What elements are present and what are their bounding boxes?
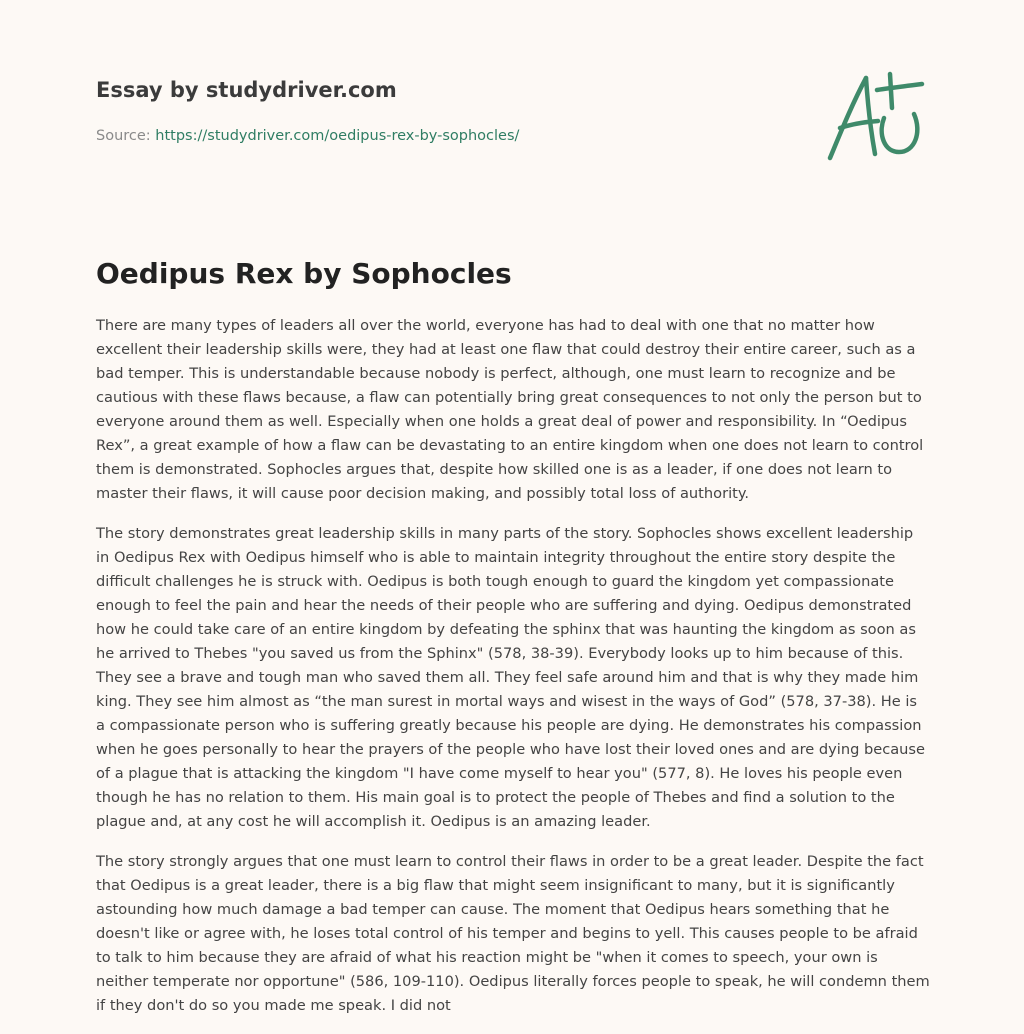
page-title: Oedipus Rex by Sophocles	[96, 257, 512, 290]
logo-a-left-stroke	[830, 78, 866, 158]
essay-paragraph-1: There are many types of leaders all over the world, everyone has had to deal with one that no matter how excellent their leadership skills were, they had at least one flaw that could destroy their entire career, such as a bad temper. This is understandable because nobody is perfect, although, one must learn to recognize and be cautious with these flaws because, a flaw can potentially bring great consequences to not only the person but to everyone around them as well. Especially when one holds a great deal of power and responsibility. In “Oedipus Rex”, a great example of how a flaw can be devastating to an entire kingdom when one does not learn to control them is demonstrated. Sophocles argues that, despite how skilled one is as a leader, if one does not learn to master their flaws, it will cause poor decision making, and possibly total loss of authority.	[96, 317, 924, 502]
essay-header	[96, 74, 796, 146]
logo-a-right-stroke	[866, 78, 875, 154]
essay-paragraph-3: The story strongly argues that one must learn to control their flaws in order to be a great leader. Despite the fact that Oedipus is a great leader, there is a big flaw that might seem insignificant to many, but it is significantly astounding how much damage a bad temper can cause. The moment that Oedipus hears something that he doesn't like or agree with, he loses total control of his temper and begins to yell. This causes people to be afraid to talk to him because they are afraid of what his reaction might be "when it comes to speech, your own is neither temperate nor opportune" (586, 109-110). Oedipus literally forces people to speak, he will condemn them if they don't do so you made me speak. I did not	[96, 853, 930, 1014]
logo-smile-stroke	[882, 114, 918, 152]
a-plus-logo-icon	[822, 66, 932, 166]
source-link[interactable]: https://studydriver.com/oedipus-rex-by-sophocles/	[155, 128, 520, 144]
logo-plus-vertical	[890, 74, 892, 108]
essay-paragraph-2: The story demonstrates great leadership skills in many parts of the story. Sophocles shows excellent leadership in Oedipus Rex with Oedipus himself who is able to maintain integrity throughout the entire story despite the difficult challenges he is struck with. Oedipus is both tough enough to guard the kingdom yet compassionate enough to feel the pain and hear the needs of their people who are suffering and dying. Oedipus demonstrated how he could take care of an entire kingdom by defeating the sphinx that was haunting the kingdom as soon as he arrived to Thebes "you saved us from the Sphinx" (578, 38-39). Everybody looks up to him because of this. They see a brave and tough man who saved them all. They feel safe around him and that is why they made him king. They see him almost as “the man surest in mortal ways and wisest in the ways of God” (578, 37-38). He is a compassionate person who is suffering greatly because his people are dying. He demonstrates his compassion when he goes personally to hear the prayers of the people who have lost their loved ones and are dying because of a plague that is attacking the kingdom "I have come myself to hear you" (577, 8). He loves his people even though he has no relation to them. His main goal is to protect the people of Thebes and find a solution to the plague and, at any cost he will accomplish it. Oedipus is an amazing leader.	[96, 525, 926, 830]
source-line	[96, 126, 796, 146]
brand-title: Essay by studydriver.com	[96, 78, 397, 102]
essay-body	[96, 314, 930, 1034]
source-label: Source:	[96, 128, 156, 144]
logo-plus-horizontal	[877, 84, 922, 90]
a-plus-logo-graphic	[822, 66, 932, 166]
